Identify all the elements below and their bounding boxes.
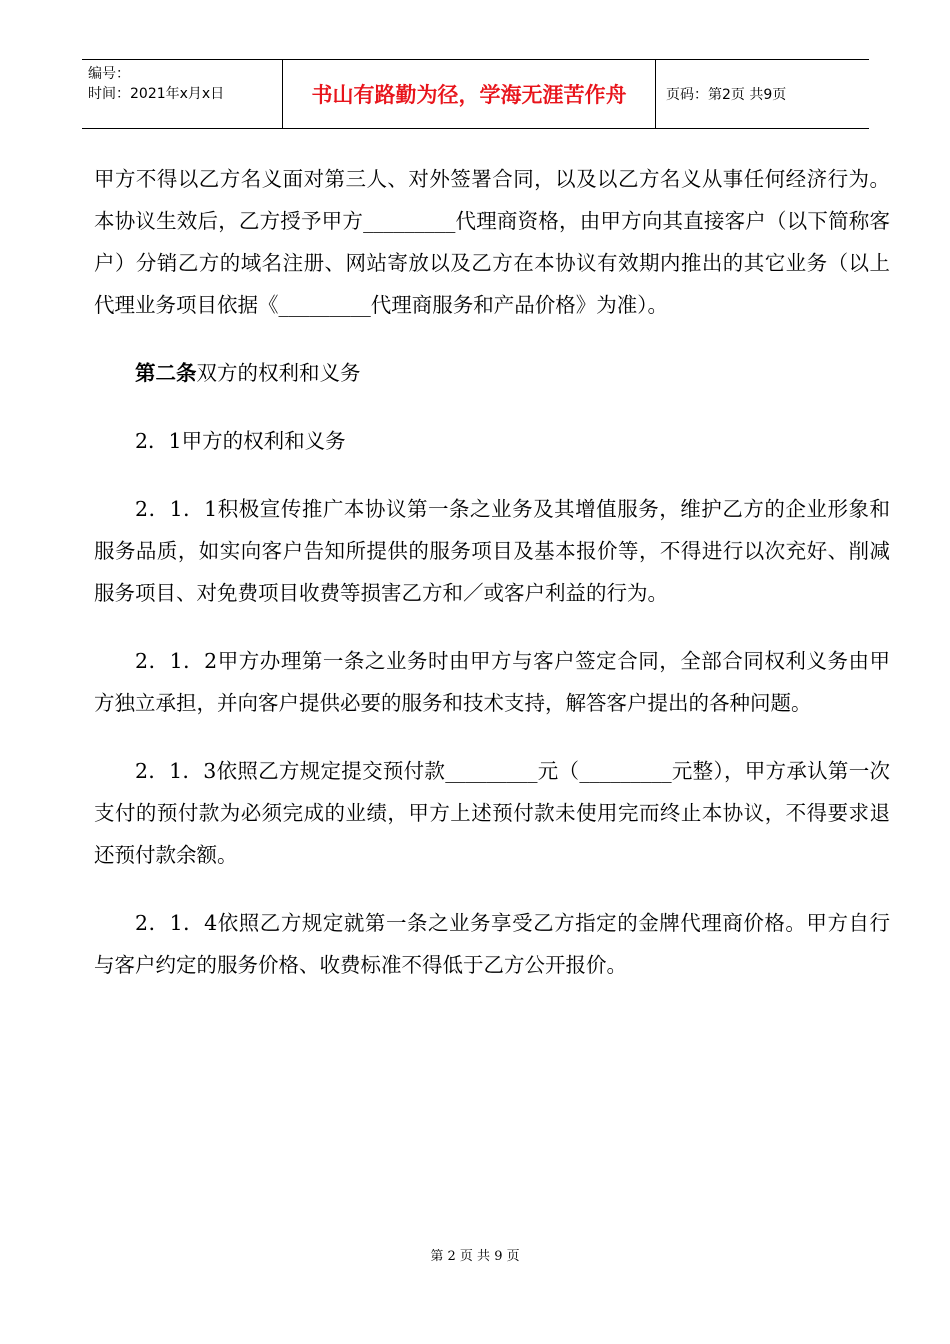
header-meta-cell xyxy=(82,60,282,128)
document-header xyxy=(82,59,869,129)
article-title: 双方的权利和义务 xyxy=(196,361,361,385)
section-heading-2-1: 2．1甲方的权利和义务 xyxy=(135,429,346,453)
document-time-label: 时间：2021年x月x日 xyxy=(88,86,225,102)
header-page-info: 页码：第2页 共9页 xyxy=(666,87,787,103)
clause-2-1-1: 2．1．1积极宣传推广本协议第一条之业务及其增值服务，维护乙方的企业形象和服务品质，如实向客户告知所提供的服务项目及基本报价等，不得进行以次充好、削减服务项目、对免费项目收费等损害乙方和／或客户利益的行为。 xyxy=(94,497,890,605)
clause-2-1-3: 2．1．3依照乙方规定提交预付款_________元（_________元整），甲方承认第一次支付的预付款为必须完成的业绩，甲方上述预付款未使用完而终止本协议，不得要求退还预付款余额。 xyxy=(94,759,890,867)
article-label: 第二条 xyxy=(135,361,197,385)
paragraph-continuation: 甲方不得以乙方名义面对第三人、对外签署合同，以及以乙方名义从事任何经济行为。本协议生效后，乙方授予甲方_________代理商资格，由甲方向其直接客户（以下简称客户）分销乙方的域名注册、网站寄放以及乙方在本协议有效期内推出的其它业务（以上代理业务项目依据《_________代理商服务和产品价格》为准）。 xyxy=(94,167,890,317)
document-body xyxy=(94,158,890,1012)
article-heading xyxy=(94,352,890,394)
document-number-label: 编号： xyxy=(88,66,130,82)
clause-2-1-4: 2．1．4依照乙方规定就第一条之业务享受乙方指定的金牌代理商价格。甲方自行与客户约定的服务价格、收费标准不得低于乙方公开报价。 xyxy=(94,911,890,977)
page-footer: 第 2 页 共 9 页 xyxy=(430,1249,520,1264)
clause-2-1-2: 2．1．2甲方办理第一条之业务时由甲方与客户签定合同，全部合同权利义务由甲方独立承担，并向客户提供必要的服务和技术支持，解答客户提出的各种问题。 xyxy=(94,649,890,715)
header-page-cell xyxy=(656,60,869,128)
header-motto-cell xyxy=(282,60,656,128)
header-motto: 书山有路勤为径，学海无涯苦作舟 xyxy=(311,83,627,107)
